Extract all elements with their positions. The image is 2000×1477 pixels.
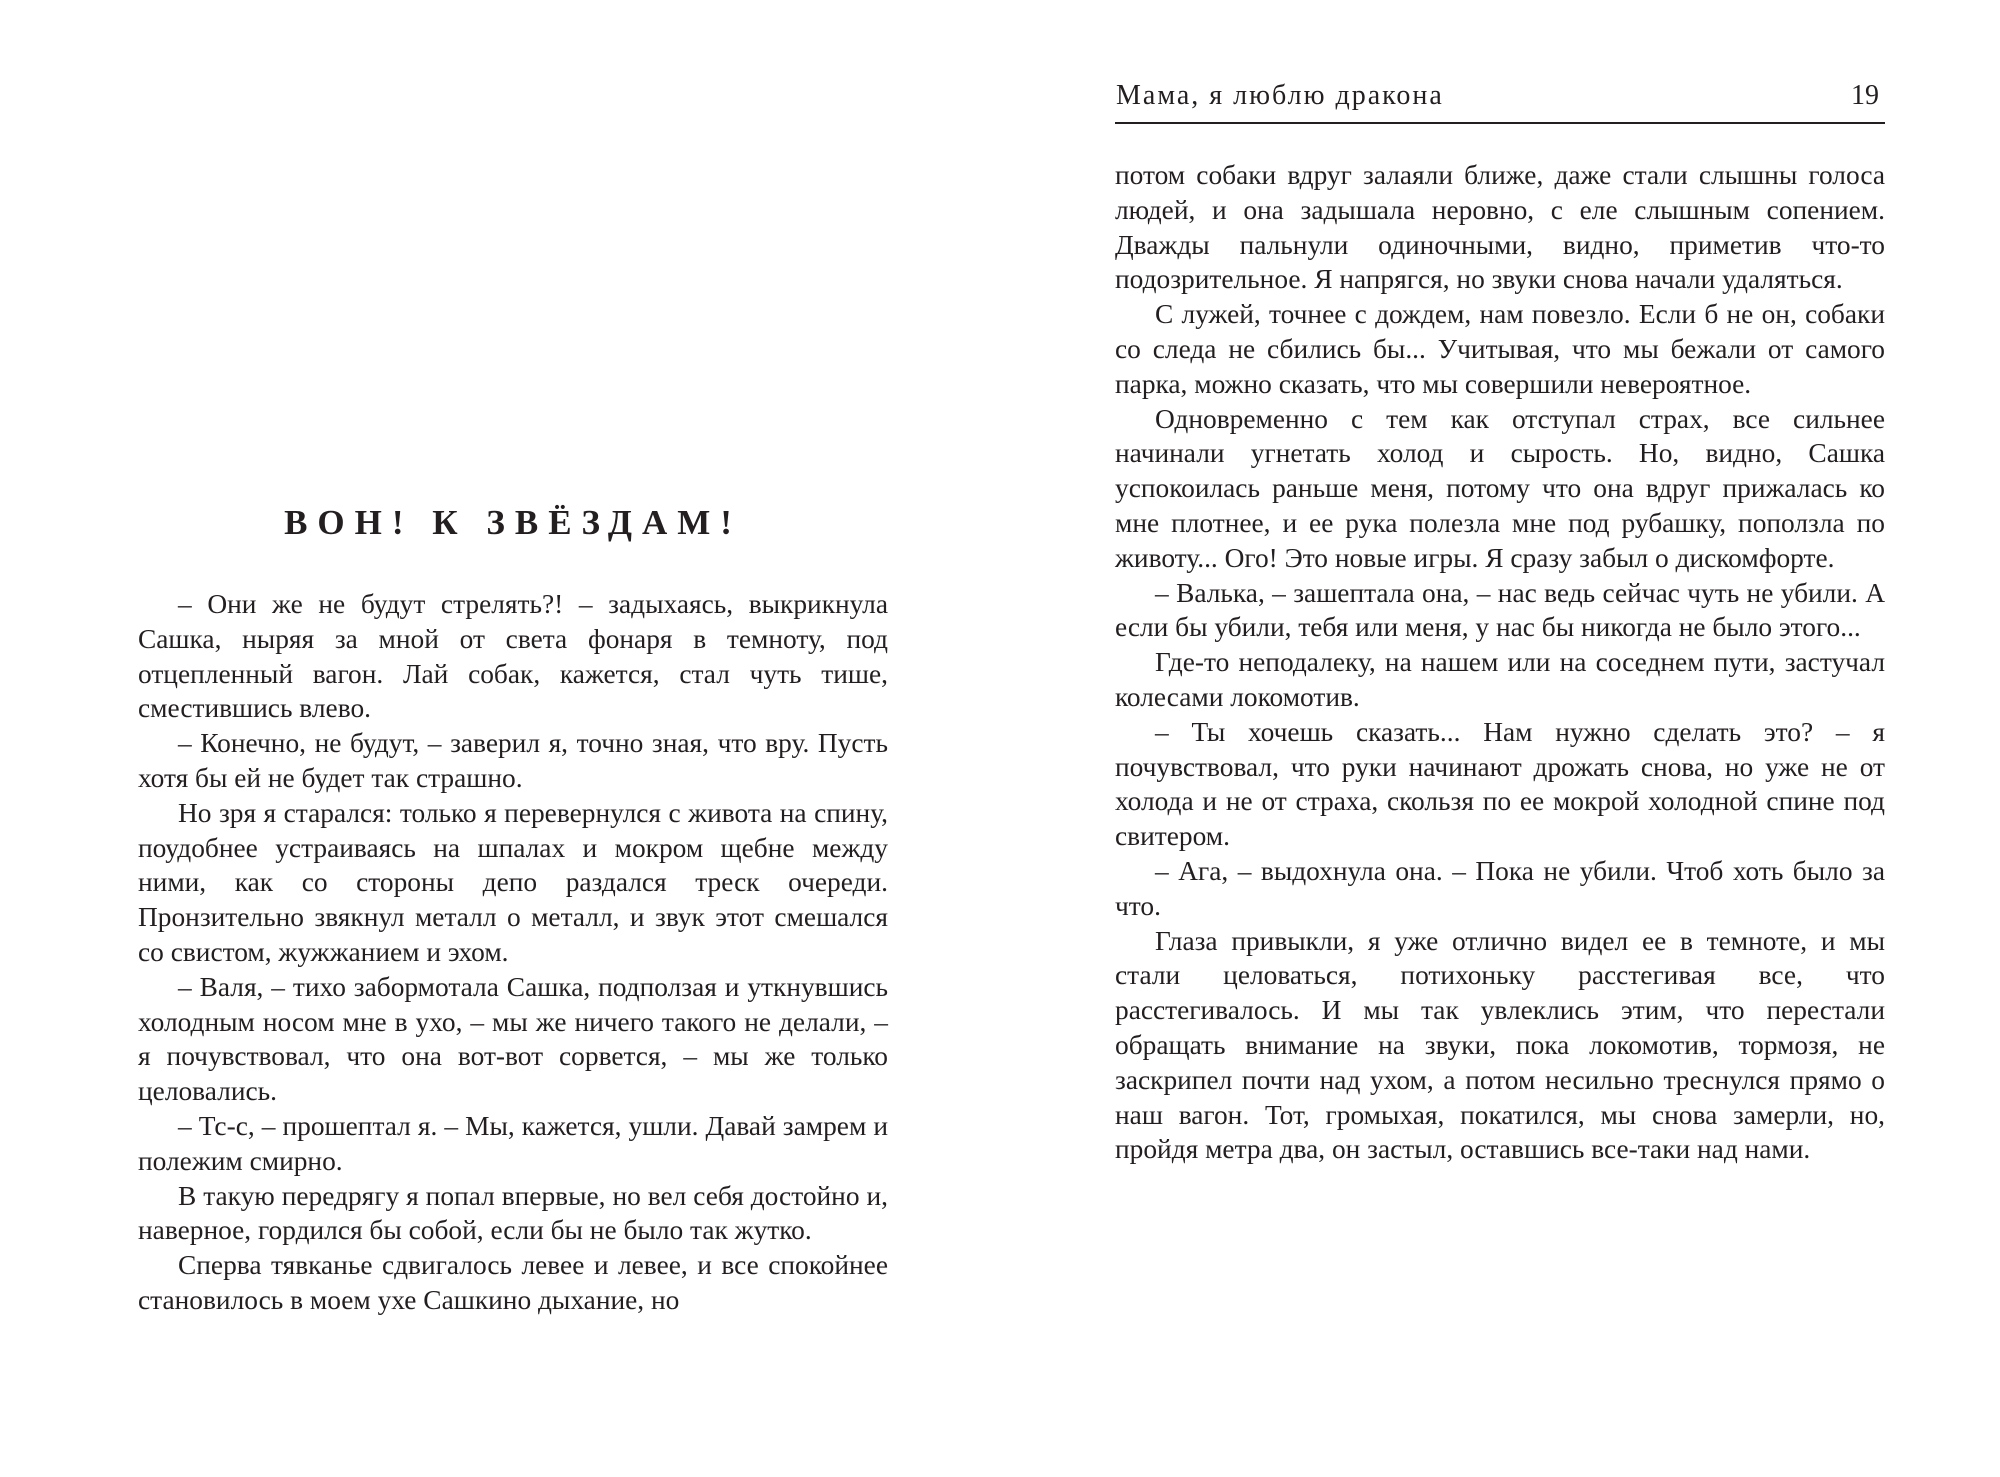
paragraph: Где-то неподалеку, на нашем или на соседнем пути, застучал колесами локомотив.	[1115, 647, 1885, 712]
chapter-title: ВОН! К ЗВЁЗДАМ!	[284, 503, 742, 542]
paragraph: Одновременно с тем как отступал страх, все сильнее начинали угнетать холод и сырость. Но, видно, Сашка успокоилась раньше меня, потому что она вдруг прижалась ко мне плотнее, и ее рука полезла мне под рубашку, поползла по животу... Ого! Это новые игры. Я сразу забыл о дискомфорте.	[1115, 403, 1885, 573]
paragraph: – Валя, – тихо забормотала Сашка, подползая и уткнувшись холодным носом мне в ухо, – мы же ничего такого не делали, – я почувствовал, что она вот-вот сорвется, – мы же только целовались.	[138, 971, 888, 1107]
paragraph: – Валька, – зашептала она, – нас ведь сейчас чуть не убили. А если бы убили, тебя или меня, у нас бы никогда не было этого...	[1115, 577, 1885, 643]
page-number: 19	[1851, 80, 1879, 111]
left-page	[138, 0, 888, 1477]
running-header	[1115, 76, 1885, 124]
right-page	[1115, 0, 1885, 1477]
paragraph-continued: потом собаки вдруг залаяли ближе, даже стали слышны голоса людей, и она задышала неровно, с еле слышным сопением. Дважды пальнули одиночными, видно, приметив что-то подозрительное. Я напрягся, но звуки снова начали удаляться.	[1115, 160, 1885, 295]
paragraph: Сперва тявканье сдвигалось левее и левее, и все спокойнее становилось в моем ухе Сашкино дыхание, но	[138, 1250, 888, 1315]
paragraph: В такую передрягу я попал впервые, но вел себя достойно и, наверное, гордился бы собой, если бы не было так жутко.	[138, 1180, 888, 1246]
paragraph: – Они же не будут стрелять?! – задыхаясь, выкрикнула Сашка, ныряя за мной от света фонаря в темноту, под отцепленный вагон. Лай собак, кажется, стал чуть тише, сместившись влево.	[138, 589, 888, 724]
right-page-text	[1115, 158, 1885, 1167]
paragraph: Глаза привыкли, я уже отлично видел ее в темноте, и мы стали целоваться, потихоньку расстегивая все, что расстегивалось. И мы так увлеклись этим, что перестали обращать внимание на звуки, пока локомотив, тормозя, не заскрипел почти над ухом, а потом несильно треснулся прямо о наш вагон. Тот, громыхая, покатился, мы снова замерли, но, пройдя метра два, он застыл, оставшись все-таки над нами.	[1115, 925, 1885, 1165]
paragraph: – Тс-с, – прошептал я. – Мы, кажется, ушли. Давай замрем и полежим смирно.	[138, 1110, 888, 1176]
paragraph: – Конечно, не будут, – заверил я, точно зная, что вру. Пусть хотя бы ей не будет так страшно.	[138, 728, 888, 793]
paragraph: – Ага, – выдохнула она. – Пока не убили. Чтоб хоть было за что.	[1115, 855, 1885, 921]
paragraph: Но зря я старался: только я перевернулся с живота на спину, поудобнее устраиваясь на шпалах и мокром щебне между ними, как со стороны депо раздался треск очереди. Пронзительно звякнул металл о металл, и звук этот смешался со свистом, жужжанием и эхом.	[138, 797, 888, 967]
paragraph: – Ты хочешь сказать... Нам нужно сделать это? – я почувствовал, что руки начинают дрожать снова, но уже не от холода и не от страха, скользя по ее мокрой холодной спине под свитером.	[1115, 716, 1885, 852]
paragraph: С лужей, точнее с дождем, нам повезло. Если б не он, собаки со следа не сбились бы... Учитывая, что мы бежали от самого парка, можно сказать, что мы совершили невероятное.	[1115, 299, 1885, 399]
left-page-text	[138, 587, 888, 1318]
running-title: Мама, я люблю дракона	[1116, 80, 1444, 111]
